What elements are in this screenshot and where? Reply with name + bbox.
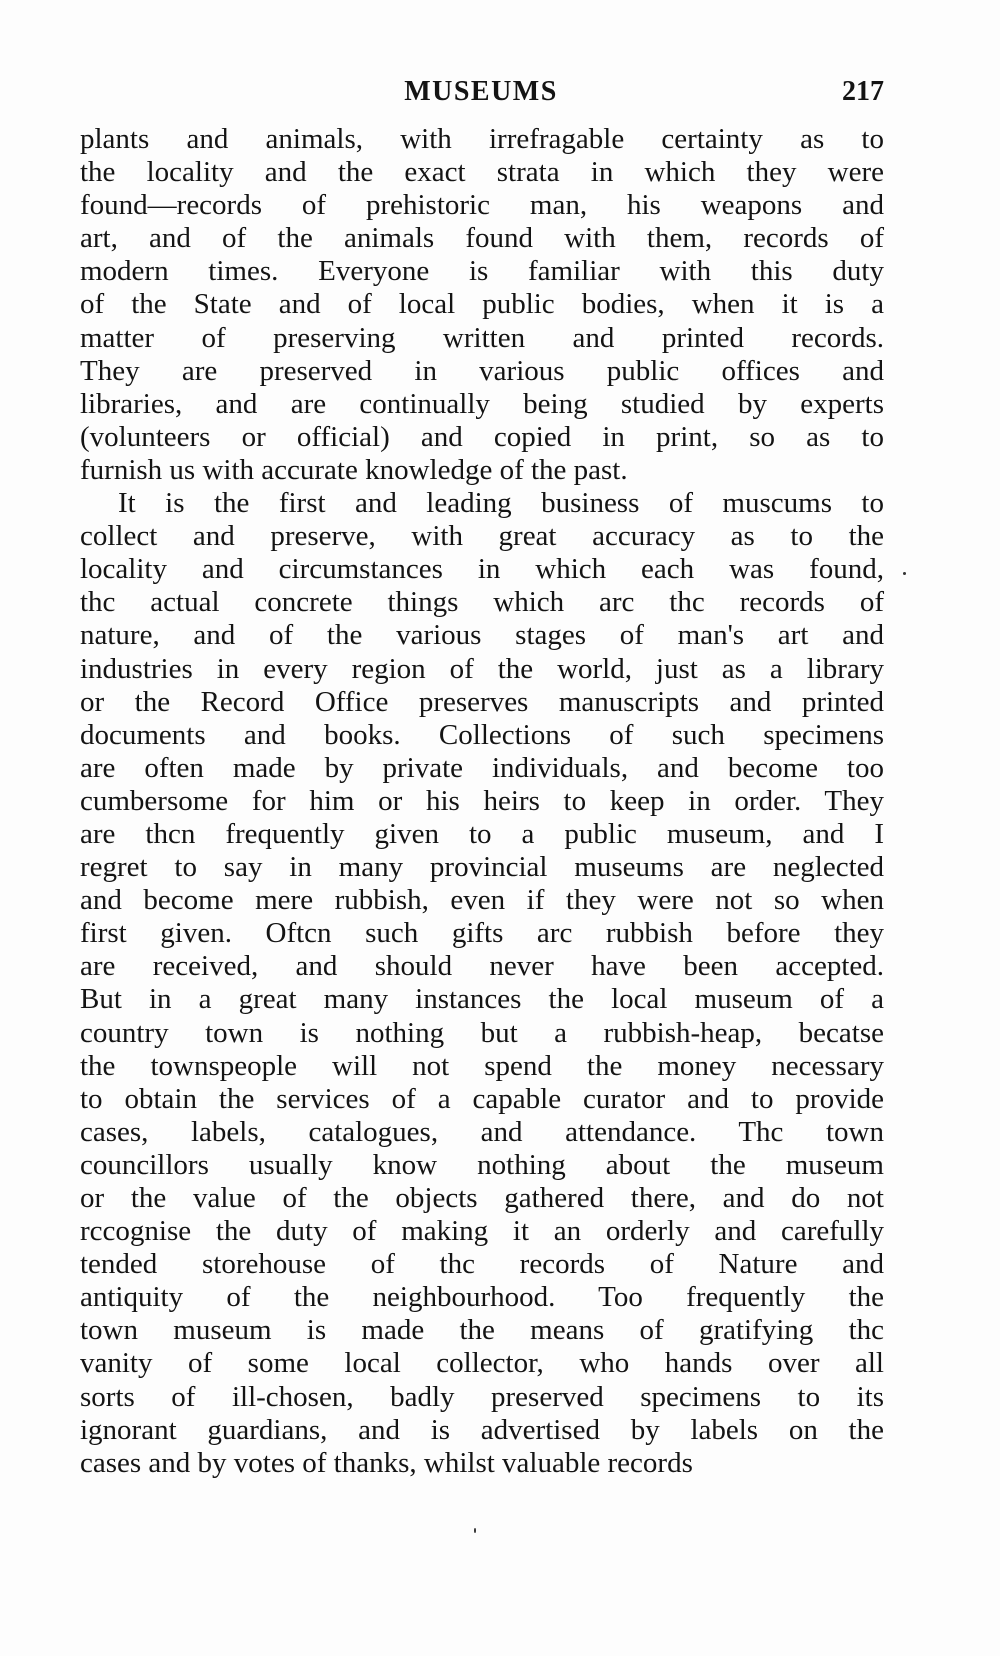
text-line: ignorant guardians, and is advertised by labels on the	[80, 1413, 884, 1446]
text-line: cases and by votes of thanks, whilst valuable records	[80, 1446, 693, 1479]
text-line: (volunteers or official) and copied in print, so as to	[80, 420, 884, 453]
chapter-title: MUSEUMS	[404, 76, 558, 107]
text-line: modern times. Everyone is familiar with this duty	[80, 255, 884, 288]
scan-speck	[903, 572, 906, 575]
text-line: sorts of ill-chosen, badly preserved specimens to its	[80, 1380, 884, 1413]
text-line: or the Record Office preserves manuscripts and printed	[80, 685, 884, 718]
text-line: are received, and should never have been accepted.	[80, 950, 884, 983]
text-line: councillors usually know nothing about the museum	[80, 1148, 884, 1181]
scan-speck	[474, 1528, 476, 1533]
text-line: But in a great many instances the local museum of a	[80, 983, 884, 1016]
text-line: cases, labels, catalogues, and attendance. Thc town	[80, 1115, 884, 1148]
text-line: cumbersome for him or his heirs to keep in order. They	[80, 784, 884, 817]
text-line: or the value of the objects gathered there, and do not	[80, 1182, 884, 1214]
text-line: furnish us with accurate knowledge of the past.	[80, 453, 628, 486]
text-line: nature, and of the various stages of man's art and	[80, 619, 884, 652]
body-text	[80, 123, 884, 1480]
text-line: plants and animals, with irrefragable certainty as to	[80, 123, 884, 155]
text-line: tended storehouse of thc records of Nature and	[80, 1248, 884, 1281]
text-line: collect and preserve, with great accuracy as to the	[80, 520, 884, 553]
text-line: found—records of prehistoric man, his weapons and	[80, 189, 884, 222]
text-line: It is the first and leading business of muscums to	[118, 487, 884, 520]
text-line: the locality and the exact strata in which they were	[80, 156, 884, 189]
text-line: vanity of some local collector, who hands over all	[80, 1347, 884, 1380]
text-line: documents and books. Collections of such specimens	[80, 718, 884, 751]
text-line: thc actual concrete things which arc thc records of	[80, 586, 884, 619]
text-line: art, and of the animals found with them, records of	[80, 222, 884, 255]
text-line: are often made by private individuals, and become too	[80, 751, 884, 784]
page-number: 217	[842, 76, 884, 107]
text-line: and become mere rubbish, even if they were not so when	[80, 884, 884, 917]
text-line: country town is nothing but a rubbish-heap, becatse	[80, 1016, 884, 1049]
text-line: locality and circumstances in which each was found,	[80, 553, 884, 586]
text-line: of the State and of local public bodies, when it is a	[80, 288, 884, 321]
text-line: matter of preserving written and printed records.	[80, 321, 884, 354]
text-line: industries in every region of the world, just as a library	[80, 652, 884, 685]
text-line: town museum is made the means of gratifying thc	[80, 1314, 884, 1347]
text-line: rccognise the duty of making it an orderly and carefully	[80, 1215, 884, 1248]
text-line: libraries, and are continually being studied by experts	[80, 387, 884, 420]
text-line: antiquity of the neighbourhood. Too frequently the	[80, 1281, 884, 1314]
text-line: the townspeople will not spend the money necessary	[80, 1049, 884, 1082]
text-line: are thcn frequently given to a public museum, and I	[80, 817, 884, 850]
running-head	[78, 76, 884, 116]
text-line: regret to say in many provincial museums are neglected	[80, 851, 884, 884]
text-line: They are preserved in various public offices and	[80, 354, 884, 387]
text-line: to obtain the services of a capable curator and to provide	[80, 1082, 884, 1115]
text-line: first given. Oftcn such gifts arc rubbish before they	[80, 917, 884, 950]
